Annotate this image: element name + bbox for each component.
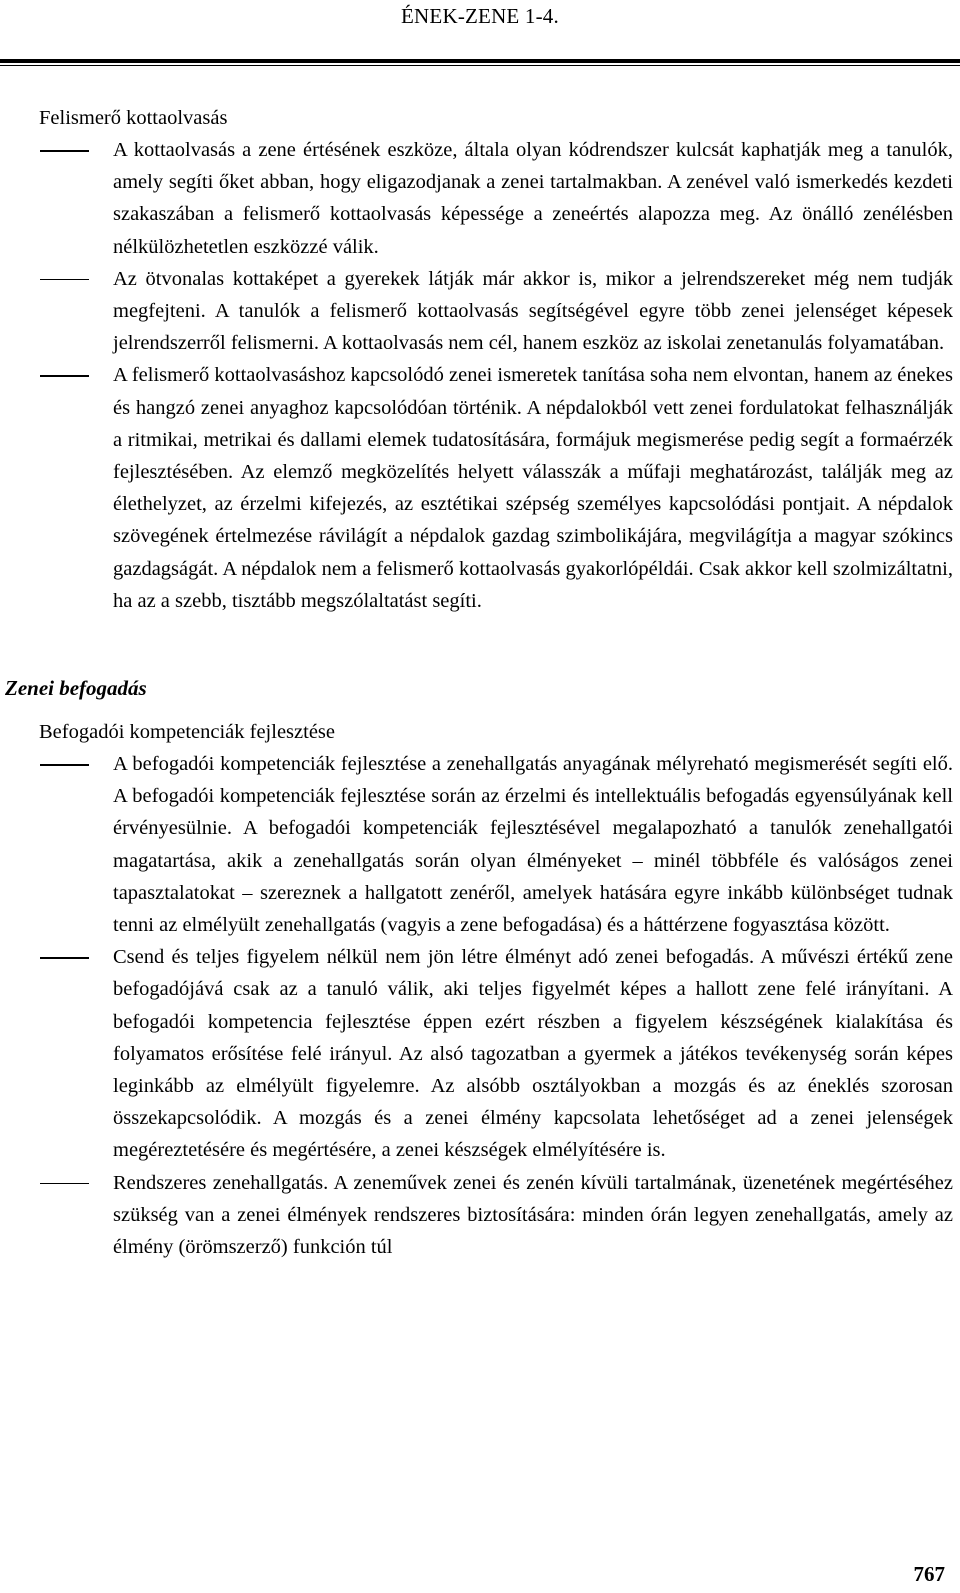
page-number: 767	[913, 1562, 945, 1586]
list-item-text: Csend és teljes figyelem nélkül nem jön létre élményt adó zenei befogadás. A művészi értékű zene befogadójává csak az a tanuló válik, aki teljes figyelmét képes a hallott zene felé irányítani. A befogadói kompetencia fejlesztése éppen ezért részben a figyelem készségének kialakítása és folyamatos erősítése felé irányul. Az alsó tagozatban a gyermek a játékos tevékenység során képes leginkább az elmélyült figyelemre. Az alsóbb osztályokban a mozgás és az éneklés szorosan összekapcsolódik. A mozgás és a zenei élmény kapcsolata lehetőséget ad a zenei jelenségek megéreztetésére és megértésére, a zenei készségek elmélyítésére is.	[113, 946, 953, 1162]
subheading-befogadoi-kompetenciak: Befogadói kompetenciák fejlesztése	[39, 721, 335, 744]
list-item	[0, 941, 960, 1166]
page-content	[0, 102, 960, 1263]
list-item	[0, 1167, 960, 1264]
page-header	[0, 0, 960, 66]
dash-bullet	[40, 279, 89, 281]
dash-bullet	[40, 764, 89, 766]
list-item-text: Az ötvonalas kottaképet a gyerekek látják már akkor is, mikor a jelrendszereket még nem tudják megfejteni. A tanulók a felismerő kottaolvasás segítségével egyre több zenei jelenséget képesek jelrendszerről felismerni. A kottaolvasás nem cél, hanem eszköz az iskolai zenetanulás folyamatában.	[113, 267, 953, 355]
header-rule-thick	[0, 59, 960, 63]
list-item-text: A felismerő kottaolvasáshoz kapcsolódó zenei ismeretek tanítása soha nem elvontan, hanem az énekes és hangzó zenei anyaghoz kapcsolódóan történik. A népdalokból vett zenei fordulatokat felhasználják a ritmikai, metrikai és dallami elemek tudatosítására, formájuk megismerése pedig segít a formaérzék fejlesztésében. Az elemző megközelítés helyett válasszák a műfaji meghatározást, találják meg az élethelyzet, az érzelmi kifejezés, az esztétikai szépség személyes kapcsolódási pontjait. A népdalok szövegének értelmezése rávilágít a népdalok gazdag szimbolikájára, megvilágítja a magyar szókincs gazdagságát. A népdalok nem a felismerő kottaolvasás gyakorlópéldái. Csak akkor kell szolmizáltatni, ha az a szebb, tisztább megszólaltatást segíti.	[113, 364, 953, 612]
dash-bullet	[40, 375, 89, 377]
list-item-text: A kottaolvasás a zene értésének eszköze, általa olyan kódrendszer kulcsát kaphatják meg a tanulók, amely segíti őket abban, hogy eligazodjanak a zenei tartalmakban. A zenével való ismerkedés kezdeti szakaszában a felismerő kottaolvasás képessége a zeneértés alapozza meg. Az önálló zenélésben nélkülözhetetlen eszközzé válik.	[113, 139, 953, 258]
subheading-kottaolvasas: Felismerő kottaolvasás	[39, 107, 228, 129]
running-title: ÉNEK-ZENE 1-4.	[401, 4, 559, 28]
list-item-text: A befogadói kompetenciák fejlesztése a zenehallgatás anyagának mélyreható megismerését segíti elő. A befogadói kompetenciák fejlesztése során az érzelmi és intellektuális befogadás egyensúlyának kell érvényesülnie. A befogadói kompetenciák fejlesztésével megalapozható a tanulók zenehallgatói magatartása, akik a zenehallgatás során olyan élményeket – minél többféle és valóságos zenei tapasztalatokat – szereznek a hallgatott zenéről, amelyek hatására egyre inkább különbséget tudnak tenni az elmélyült zenehallgatás (vagyis a zene befogadása) és a háttérzene fogyasztása között.	[113, 753, 953, 937]
list-item-text: Rendszeres zenehallgatás. A zeneművek zenei és zenén kívüli tartalmának, üzenetének megértéséhez szükség van a zenei élmények rendszeres biztosítására: minden órán legyen zenehallgatás, amely az élmény (örömszerző) funkción túl	[113, 1171, 953, 1259]
header-rule-thin	[0, 65, 960, 66]
dash-bullet	[40, 150, 89, 152]
list-item	[0, 359, 960, 617]
dash-bullet	[40, 957, 89, 959]
list-item	[0, 134, 960, 263]
section-heading-zenei-befogadas: Zenei befogadás	[5, 676, 147, 701]
dash-bullet	[40, 1183, 89, 1185]
list-item	[0, 263, 960, 360]
list-item	[0, 748, 960, 941]
